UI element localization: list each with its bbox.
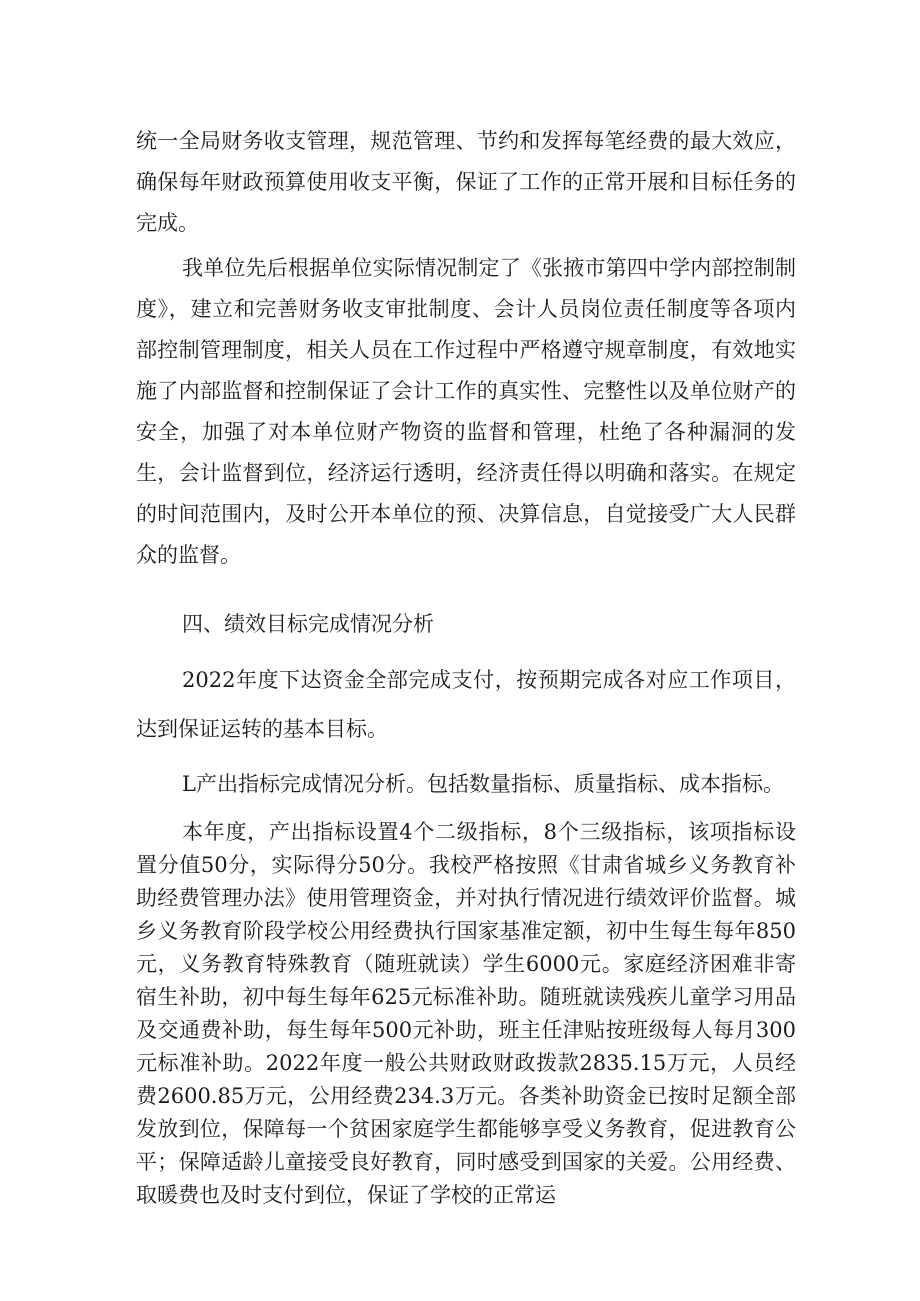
paragraph-budget-balance: 统一全局财务收支管理，规范管理、节约和发挥每笔经费的最大效应，确保每年财政预算使用收支平衡，保证了工作的正常开展和目标任务的完成。 xyxy=(136,129,796,235)
subheading-output-indicators: L产出指标完成情况分析。包括数量指标、质量指标、成本指标。 xyxy=(182,772,784,796)
paragraph-funds-completion: 2022年度下达资金全部完成支付，按预期完成各对应工作项目，达到保证运转的基本目标。 xyxy=(136,668,796,741)
paragraph-output-indicator-details: 本年度，产出指标设置4个二级指标，8个三级指标，该项指标设置分值50分，实际得分50分。我校严格按照《甘肃省城乡义务教育补助经费管理办法》使用管理资金，并对执行情况进行绩效评价监督。城乡义务教育阶段学校公用经费执行国家基准定额，初中生每生每年850元，义务教育特殊教育（随班就读）学生6000元。家庭经济困难非寄宿生补助，初中每生每年625元标准补助。随班就读残疾儿童学习用品及交通费补助，每生每年500元补助，班主任津贴按班级每人每月300元标准补助。2022年度一般公共财政财政拨款2835.15万元，人员经费2600.85万元，公用经费234.3万元。各类补助资金已按时足额全部发放到位，保障每一个贫困家庭学生都能够享受义务教育，促进教育公平；保障适龄儿童接受良好教育，同时感受到国家的关爱。公用经费、取暖费也及时支付到位，保证了学校的正常运 xyxy=(136,820,796,1207)
paragraph-internal-control: 我单位先后根据单位实际情况制定了《张掖市第四中学内部控制制度》，建立和完善财务收支审批制度、会计人员岗位责任制度等各项内部控制管理制度，相关人员在工作过程中严格遵守规章制度，有效地实施了内部监督和控制保证了会计工作的真实性、完整性以及单位财产的安全，加强了对本单位财产物资的监督和管理，杜绝了各种漏洞的发生，会计监督到位，经济运行透明，经济责任得以明确和落实。在规定的时间范围内，及时公开本单位的预、决算信息，自觉接受广大人民群众的监督。 xyxy=(136,256,796,567)
section-heading-performance-analysis: 四、绩效目标完成情况分析 xyxy=(182,612,434,636)
